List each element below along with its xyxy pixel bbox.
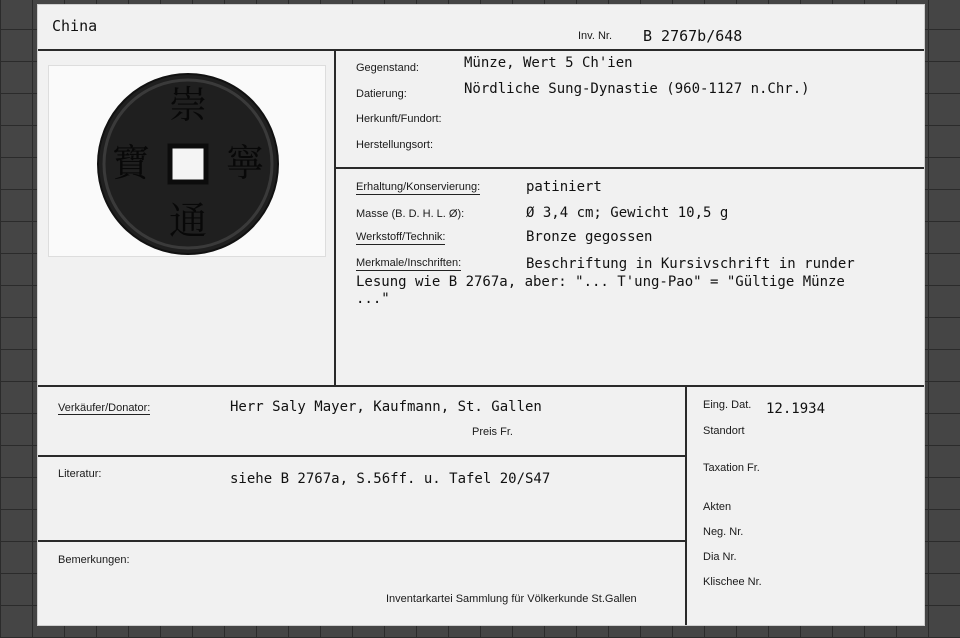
datierung-value: Nördliche Sung-Dynastie (960-1127 n.Chr.): [464, 81, 810, 97]
verkaeufer-label: [58, 402, 150, 414]
literatur-label: Literatur:: [58, 468, 102, 480]
gegenstand-value: Münze, Wert 5 Ch'ien: [464, 55, 633, 71]
middle-rule: [38, 385, 924, 387]
werkstoff-value: Bronze gegossen: [526, 229, 653, 245]
coin-char-top: 崇: [168, 83, 208, 127]
coin-char-left: 寶: [111, 141, 151, 185]
gegenstand-label: Gegenstand:: [356, 62, 419, 74]
erhaltung-value: patiniert: [526, 179, 602, 195]
klischee-nr-label: Klischee Nr.: [703, 576, 762, 588]
card-footer: Inventarkartei Sammlung für Völkerkunde St.Gallen: [386, 593, 637, 605]
vendor-rule: [38, 455, 686, 457]
datierung-label: Datierung:: [356, 88, 407, 100]
verkaeufer-value: Herr Saly Mayer, Kaufmann, St. Gallen: [230, 399, 542, 415]
merkmale-label: Merkmale/Inschriften:: [356, 257, 462, 269]
taxation-label: Taxation Fr.: [703, 462, 760, 474]
dia-nr-label: Dia Nr.: [703, 551, 737, 563]
photo-divider: [334, 49, 336, 387]
preis-label: Preis Fr.: [472, 426, 513, 438]
masse-label: Masse (B. D. H. L. Ø):: [356, 208, 465, 220]
herkunft-label: Herkunft/Fundort:: [356, 113, 442, 125]
eing-dat-label: Eing. Dat.: [703, 399, 752, 411]
header-rule: [38, 49, 924, 51]
erhaltung-label: Erhaltung/Konservierung:: [356, 181, 481, 193]
masse-value: Ø 3,4 cm; Gewicht 10,5 g: [526, 205, 729, 221]
literatur-rule: [38, 540, 686, 542]
merkmale-line-3: ...": [356, 291, 390, 307]
coin-photo-frame: [48, 65, 326, 257]
inv-number: B 2767b/648: [643, 27, 743, 45]
side-divider: [685, 385, 687, 625]
standort-label: Standort: [703, 425, 745, 437]
country-label: China: [52, 17, 98, 35]
inventory-card: [37, 4, 925, 626]
coin-char-bottom: 通: [168, 199, 208, 243]
object-rule: [336, 167, 924, 169]
herstellungsort-label: Herstellungsort:: [356, 139, 434, 151]
akten-label: Akten: [703, 501, 732, 513]
merkmale-line-2: Lesung wie B 2767a, aber: "... T'ung-Pao" = "Gültige Münze: [356, 274, 845, 290]
coin-image: [49, 66, 325, 256]
inv-nr-label: Inv. Nr.: [578, 30, 613, 42]
literatur-value: siehe B 2767a, S.56ff. u. Tafel 20/S47: [230, 471, 551, 487]
verkaeufer-label-text: Verkäufer/Donator:: [58, 402, 151, 414]
eing-dat-value: 12.1934: [766, 401, 826, 417]
neg-nr-label: Neg. Nr.: [703, 526, 744, 538]
merkmale-line-1: Beschriftung in Kursivschrift in runder: [526, 256, 855, 272]
coin-char-right: 寧: [225, 141, 265, 185]
werkstoff-label: Werkstoff/Technik:: [356, 231, 446, 243]
bemerkungen-label: Bemerkungen:: [58, 554, 130, 566]
